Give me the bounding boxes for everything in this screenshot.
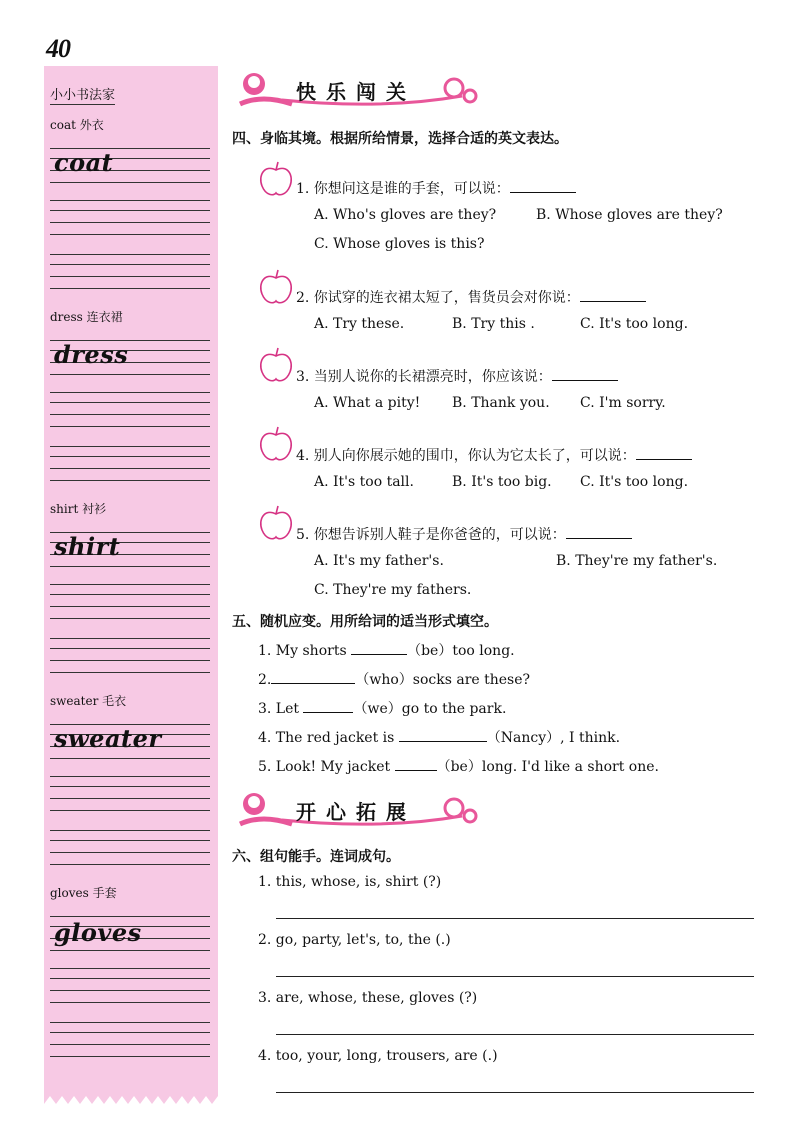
script-word: sweater	[54, 724, 162, 753]
sidebar-word-label: coat 外衣	[50, 118, 104, 132]
handwriting-lines	[50, 724, 210, 864]
section-heading: 四、身临其境。根据所给情景，选择合适的英文表达。	[232, 131, 568, 147]
sidebar-word-label: dress 连衣裙	[50, 310, 123, 324]
banner-title: 快乐闯关	[296, 80, 416, 104]
script-word: shirt	[54, 532, 121, 561]
handwriting-lines	[50, 340, 210, 480]
question-stem: 4. 别人向你展示她的围巾，你认为它太长了，可以说：	[296, 445, 692, 465]
apple-icon	[256, 346, 296, 386]
fill-item: 1. My shorts （be）too long.	[258, 643, 515, 659]
option: C. I'm sorry.	[580, 395, 666, 411]
handwriting-lines	[50, 532, 210, 672]
fill-item: 4. The red jacket is （Nancy）, I think.	[258, 730, 621, 746]
reorder-item: 2. go, party, let's, to, the (.)	[258, 932, 451, 948]
handwriting-lines	[50, 916, 210, 1056]
sidebar-word-label: shirt 衬衫	[50, 502, 107, 516]
section-heading: 五、随机应变。用所给词的适当形式填空。	[232, 614, 498, 630]
script-word: gloves	[54, 918, 142, 947]
reorder-item: 1. this, whose, is, shirt (?)	[258, 874, 442, 890]
apple-icon	[256, 268, 296, 308]
reorder-item: 4. too, your, long, trousers, are (.)	[258, 1048, 498, 1064]
sidebar-title: 小小书法家	[50, 84, 115, 105]
question-stem: 3. 当别人说你的长裙漂亮时，你应该说：	[296, 366, 618, 386]
option: B. Thank you.	[452, 395, 550, 411]
apple-icon	[256, 504, 296, 544]
fill-item: 5. Look! My jacket （be）long. I'd like a short one.	[258, 759, 659, 775]
option: B. They're my father's.	[556, 553, 718, 569]
question-stem: 2. 你试穿的连衣裙太短了，售货员会对你说：	[296, 287, 646, 307]
option: B. Whose gloves are they?	[536, 207, 723, 223]
fill-item: 3. Let （we）go to the park.	[258, 701, 507, 717]
question-stem: 5. 你想告诉别人鞋子是你爸爸的，可以说：	[296, 524, 632, 544]
option: C. It's too long.	[580, 474, 689, 490]
apple-icon	[256, 425, 296, 465]
handwriting-lines	[50, 148, 210, 288]
option: A. What a pity!	[314, 395, 421, 411]
script-word: coat	[54, 148, 114, 177]
answer-line[interactable]	[276, 976, 754, 977]
option: B. It's too big.	[452, 474, 552, 490]
option: C. It's too long.	[580, 316, 689, 332]
option: A. Try these.	[314, 316, 405, 332]
option: B. Try this .	[452, 316, 535, 332]
option: C. They're my fathers.	[314, 582, 472, 598]
apple-icon	[256, 160, 296, 200]
section-heading: 六、组句能手。连词成句。	[232, 849, 400, 865]
answer-line[interactable]	[276, 918, 754, 919]
script-word: dress	[54, 340, 129, 369]
sidebar-word-label: sweater 毛衣	[50, 694, 127, 708]
fill-item: 2. （who）socks are these?	[258, 672, 531, 688]
answer-line[interactable]	[276, 1034, 754, 1035]
reorder-item: 3. are, whose, these, gloves (?)	[258, 990, 478, 1006]
option: A. It's my father's.	[314, 553, 444, 569]
sidebar-word-label: gloves 手套	[50, 886, 117, 900]
option: A. It's too tall.	[314, 474, 414, 490]
option: A. Who's gloves are they?	[314, 207, 497, 223]
answer-line[interactable]	[276, 1092, 754, 1093]
page-number: 40	[46, 34, 70, 63]
sidebar-zigzag-edge	[44, 1094, 218, 1104]
question-stem: 1. 你想问这是谁的手套，可以说：	[296, 178, 576, 198]
banner-title: 开心拓展	[296, 800, 416, 824]
option: C. Whose gloves is this?	[314, 236, 485, 252]
